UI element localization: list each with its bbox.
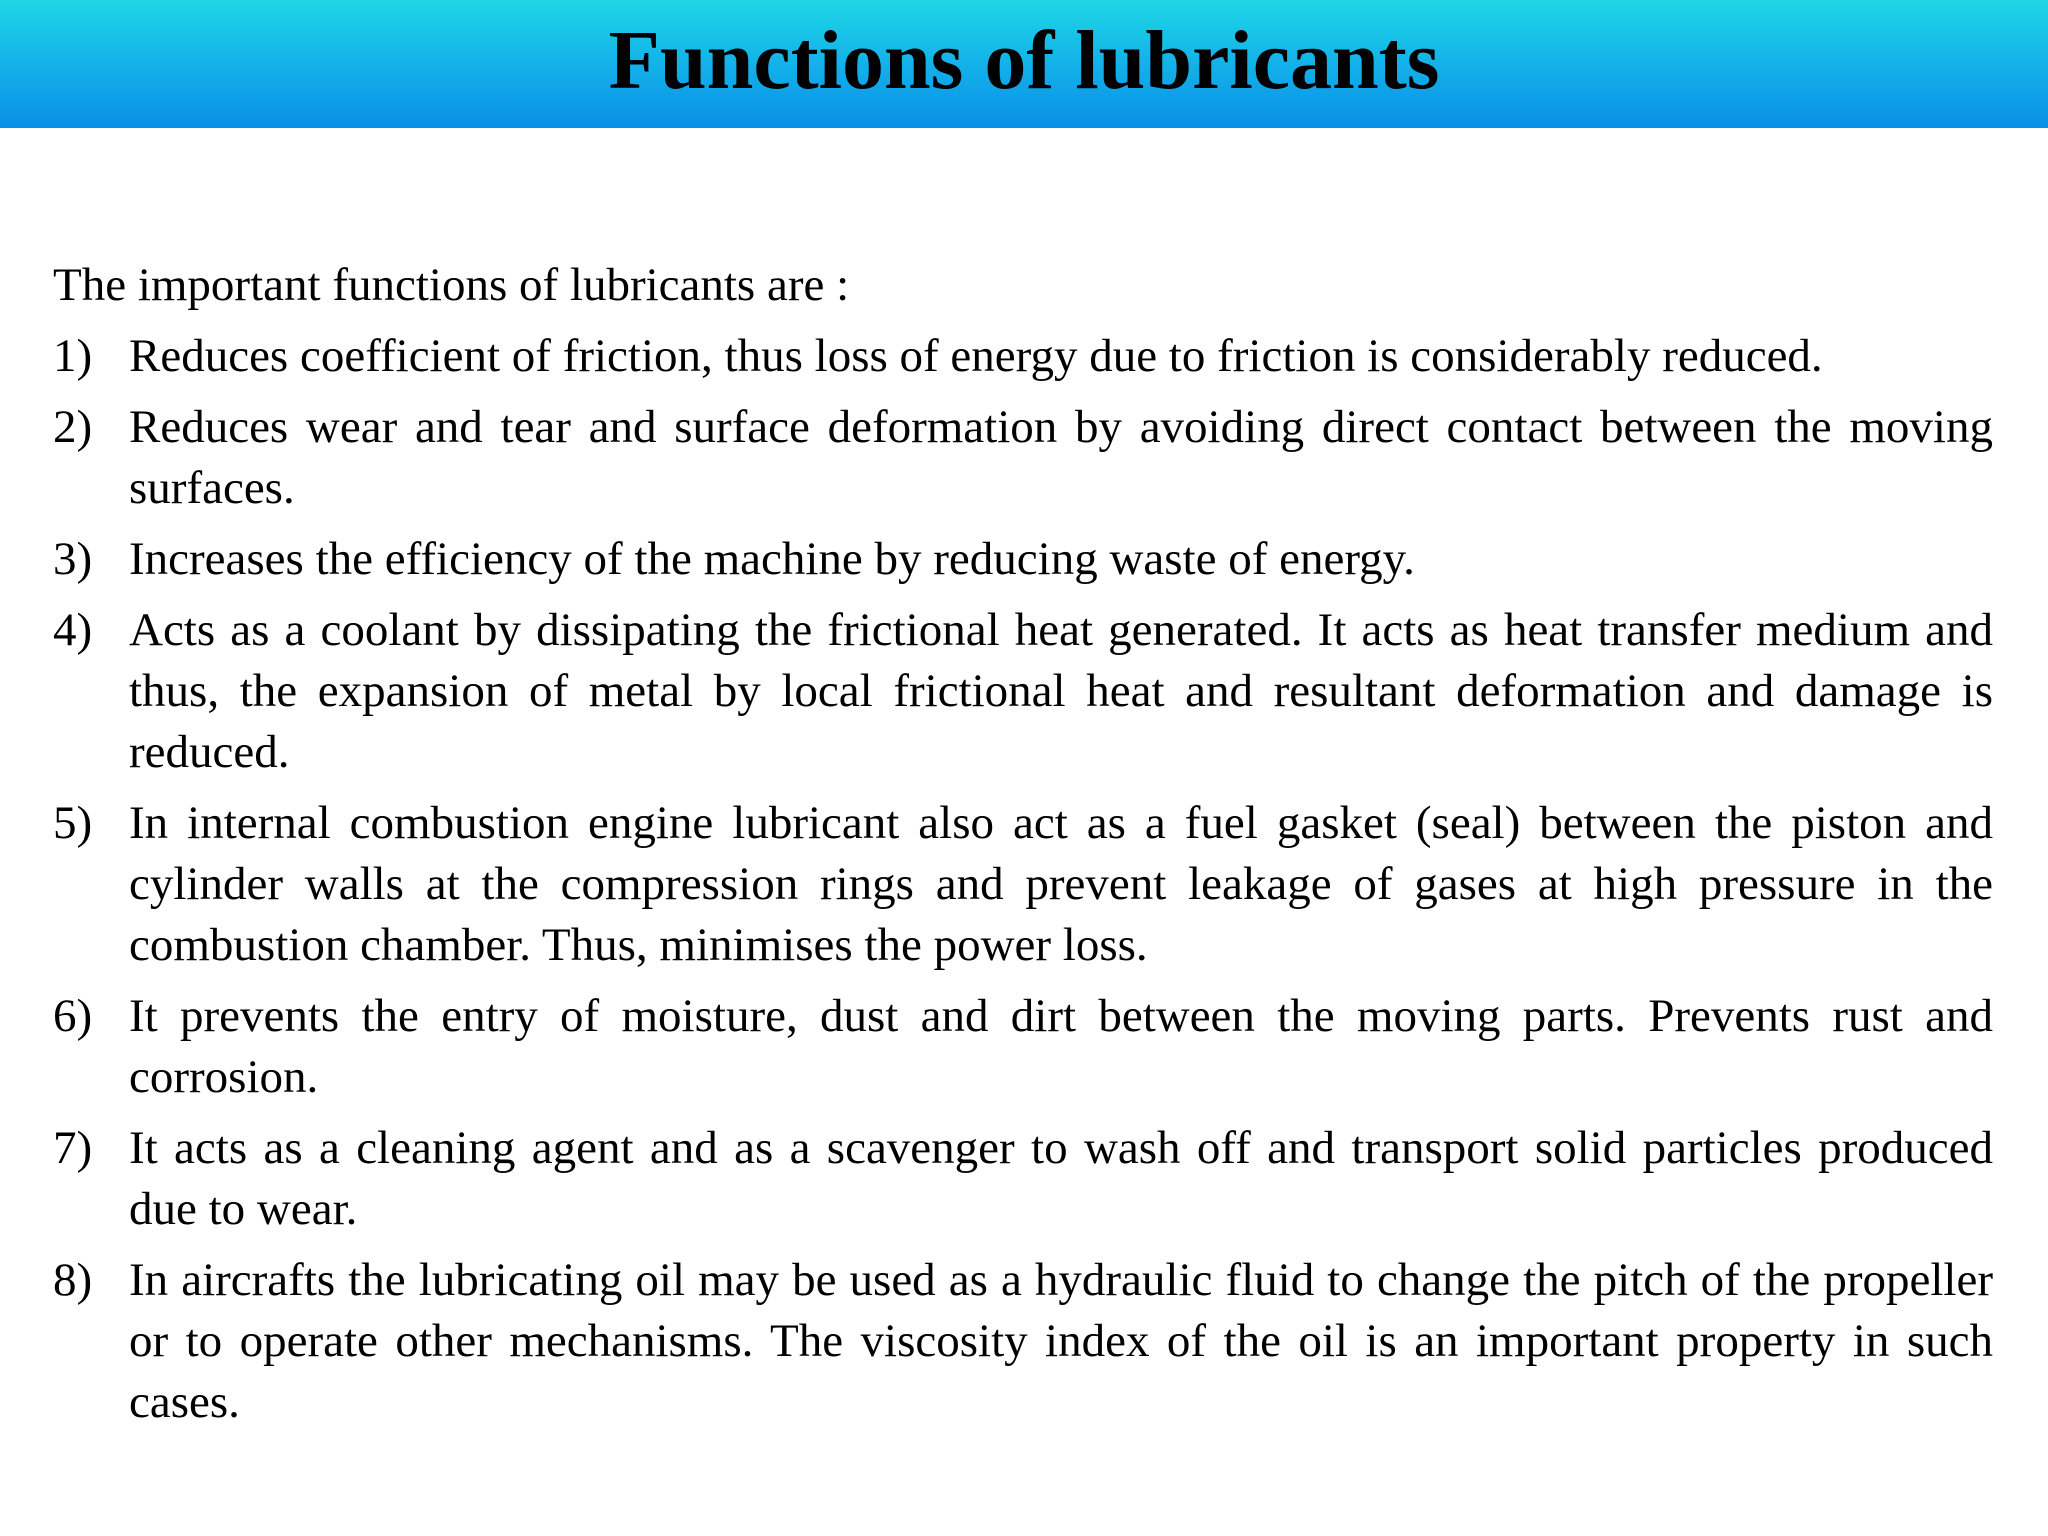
functions-list [53, 326, 1993, 1433]
slide-content [53, 255, 1993, 1443]
list-item-text: Reduces coefficient of friction, thus loss of energy due to friction is considerably reduced. [129, 330, 1823, 382]
list-item-number: 1) [53, 330, 93, 382]
list-item-text: In internal combustion engine lubricant also act as a fuel gasket (seal) between the piston and cylinder walls at the compression rings and prevent leakage of gases at high pressure in the combustion chamber. Thus, minimises the power loss. [129, 797, 1993, 971]
list-item-number: 6) [53, 990, 93, 1042]
list-item-text: Acts as a coolant by dissipating the frictional heat generated. It acts as heat transfer medium and thus, the expansion of metal by local frictional heat and resultant deformation and damage is reduced. [129, 604, 1993, 778]
slide-title: Functions of lubricants [608, 14, 1440, 107]
list-item-text: Reduces wear and tear and surface deformation by avoiding direct contact between the moving surfaces. [129, 401, 1993, 514]
list-item-number: 8) [53, 1254, 93, 1306]
list-item-number: 7) [53, 1122, 93, 1174]
list-item [53, 529, 1993, 590]
list-item [53, 326, 1993, 387]
list-item-text: It prevents the entry of moisture, dust and dirt between the moving parts. Prevents rust and corrosion. [129, 990, 1993, 1103]
list-item-text: Increases the efficiency of the machine by reducing waste of energy. [129, 533, 1415, 585]
list-item [53, 600, 1993, 783]
list-item-number: 5) [53, 797, 93, 849]
list-item-text: In aircrafts the lubricating oil may be used as a hydraulic fluid to change the pitch of the propeller or to operate other mechanisms. The viscosity index of the oil is an important property in such cases. [129, 1254, 1993, 1428]
title-bar [0, 0, 2048, 128]
list-item [53, 986, 1993, 1108]
list-item-number: 2) [53, 401, 93, 453]
list-item [53, 1118, 1993, 1240]
list-item [53, 793, 1993, 976]
list-item-number: 3) [53, 533, 93, 585]
list-item-number: 4) [53, 604, 93, 656]
list-item [53, 1250, 1993, 1433]
list-item-text: It acts as a cleaning agent and as a scavenger to wash off and transport solid particles produced due to wear. [129, 1122, 1993, 1235]
list-item [53, 397, 1993, 519]
intro-text: The important functions of lubricants are : [53, 259, 850, 311]
